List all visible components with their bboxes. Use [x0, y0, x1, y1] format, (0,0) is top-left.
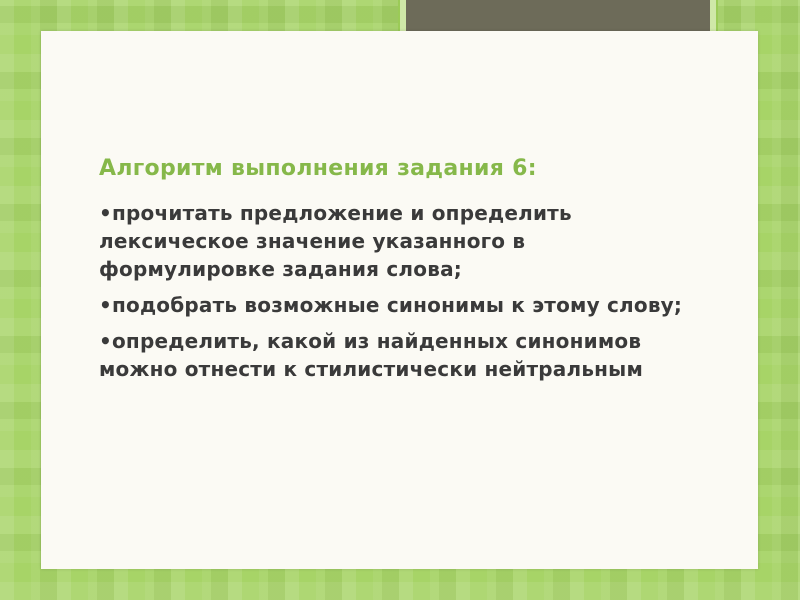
bullet-item-2: [99, 291, 699, 319]
bullet-item-3: [99, 327, 699, 383]
slide-title: Алгоритм выполнения задания 6:: [99, 156, 537, 181]
bullet-item-1: [99, 199, 699, 283]
bullet-text: • прочитать предложение и определить лексическое значение указанного в формулировке задания слова;: [99, 201, 572, 281]
bullet-list: [99, 199, 699, 391]
bullet-text: • подобрать возможные синонимы к этому слову;: [99, 293, 682, 317]
bullet-text: • определить, какой из найденных синонимов можно отнести к стилистически нейтральным: [99, 329, 643, 381]
slide-content-panel: [41, 31, 758, 569]
